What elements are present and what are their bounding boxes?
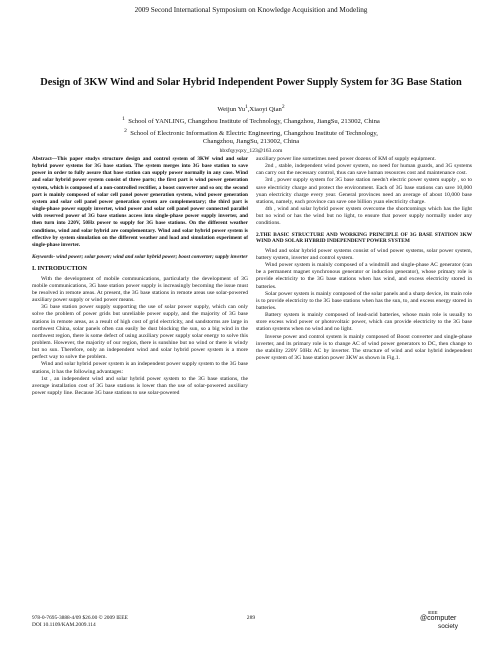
- paragraph: 3G base station power supply supporting the use of solar power supply, which can only solve the problem of power grids but unreliable power supply, and the majority of 3G base stations in remote areas, as a result of high cost of grid electricity, and sandstorms are large in northwest China, solar panels often can easily be dust blocking the sun, so a big wind in the northwest region, there is some defect of using auxiliary power supply solar energy to solve this problem. However, the majority of our region, there is sunshine but no wind or there is windy but no sun. Therefore, only an independent wind and solar hybrid power system is a more perfect way to solve the problem.: [32, 304, 248, 361]
- paragraph: 3rd , power supply system for 3G base station needn't electric power system supply , so to save electricity charge and protect the environment. Each of 3G base stations can save 10,000 yuan electricity charge every year. General provinces need an average of about 10,000 base stations, namely, each province can save one billion yuan electricity charge.: [256, 177, 472, 205]
- section-heading-structure: 2.THE BASIC STRUCTURE AND WORKING PRINCIPLE OF 3G BASE STATION 3KW WIND AND SOLAR HYBRID INDEPENDENT POWER SYSTEM: [256, 231, 472, 245]
- logo-ieee-text: IEEE: [428, 610, 438, 615]
- paragraph: 2nd , stable, independent wind power system, no need for human guards, and 3G systems can carry out the necessary control, thus can save human resources cost and maintenance cost.: [256, 163, 472, 177]
- author-block: [0, 103, 502, 156]
- keywords: Keywords- wind power; solar power; wind and solar hybrid power; boost converter; supply inverter: [32, 254, 248, 261]
- paragraph: Wind power system is mainly composed of a windmill and single-phase AC generator (can be a permanent magnet synchronous generator or induction generator), whose primary role is provide electricity to the 3G base stations when has wind, and excess electricity stored in batteries.: [256, 262, 472, 290]
- computer-society-logo: [416, 610, 472, 634]
- footer-doi: DOI 10.1109/KAM.2009.114: [32, 622, 96, 628]
- paragraph: auxiliary power line sometimes need power dozens of KM of supply equipment.: [256, 156, 436, 162]
- paragraph: With the development of mobile communications, particularly the development of 3G mobile communications, 3G base station power supply is increasingly becoming the issue must be resolved in remote areas. At present, the 3G base stations in remote areas use solar-powered auxiliary power supply or wind power means.: [32, 275, 248, 304]
- affiliation-1: $^1$ School of YANLING, Changzhou Institute of Technology, Changzhou, JiangSu, 213002, China: [122, 115, 380, 125]
- logo-computer-text: @computer: [420, 615, 457, 622]
- page-number: 289: [246, 615, 256, 621]
- paragraph: Wind and solar hybrid power systems consist of wind power systems, solar power system, battery system, inverter and control system.: [256, 247, 472, 261]
- paper-title: Design of 3KW Wind and Solar Hybrid Independent Power Supply System for 3G Base Station: [40, 77, 462, 88]
- abstract: Abstract—This paper studys structure design and control system of 3KW wind and solar hybrid power systems for 3G base station. The system merges into 3G base station to save power in order to fully assure that base station can supply power normally in any case. Wind and solar hybrid power system consist of three parts; the first part is wind power generation system, which is composed of a non-controlled rectifier, a boost converter and so on; the second part is mainly composed of solar cell panel power generation system, wind power generation system and solar cell panel power generation system are complementary; the third part is single-phase power supply inverter, wind power and solar cell panel power connected parallel with reserved power of 3G base stations access into single-phase power supply inverter, and then turn into 220V, 50Hz power to supply for 3G base stations. On the different weather conditions, wind and solar hybrid are complementary. Wind and solar hybrid power system is effective by system simulation on the different weather and load and simulation experiment of single-phase inverter.: [32, 156, 248, 248]
- author-names: Weijun Yu$^1$,Xiaoyi Qian$^2$: [217, 104, 285, 114]
- affiliation-2: $^2$ School of Electronic Information & Electric Engineering, Changzhou Institute of Technology,: [124, 127, 378, 137]
- logo-society-text: society: [438, 623, 458, 630]
- affiliation-2-cont: Changzhou, JiangSu, 213002, China: [202, 138, 300, 146]
- paragraph: Wind and solar hybrid power system is an independent power supply system to the 3G base stations, it has the following advantages:: [32, 361, 248, 375]
- conference-header: 2009 Second International Symposium on Knowledge Acquisition and Modeling: [134, 6, 368, 14]
- footer-copyright: [32, 615, 128, 629]
- footer-isbn: 978-0-7695-3888-4/09 $26.00 © 2009 IEEE: [32, 615, 128, 621]
- paragraph: Solar power system is mainly composed of the solar panels and a sharp device, its main role is to provide electricity to the 3G base stations when has the sun, to, and excess energy stored in batteries.: [256, 290, 472, 311]
- left-column: [32, 156, 248, 397]
- section-heading-introduction: I. INTRODUCTION: [32, 265, 88, 273]
- paragraph: 4th , wind and solar hybrid power system overcome the shortcomings which has the light but no wind or has the wind but no light, to ensure that power supply normally under any conditions.: [256, 206, 472, 227]
- author-email: hbxfqyyqxy_123@163.com: [219, 147, 283, 154]
- paragraph: 1st , an independent wind and solar hybrid power system to the 3G base stations, the average installation cost of 3G base stations is lower than the use of solar-powered auxiliary power supply line. Because 3G base stations to use solar-powered: [32, 375, 248, 397]
- paragraph: Battery system is mainly composed of lead-acid batteries, whose main role is usually to store excess wind power or photovoltaic power, which can provide electricity to the 3G base station systems when no wind and no light.: [256, 312, 472, 333]
- right-column: [256, 156, 472, 362]
- paragraph: Inverse power and control system is mainly composed of Boost converter and single-phase inverter, and its primary role is to change AC of wind power generators to DC, then change to the stability 220V 50Hz AC by inverter. The structure of wind and solar hybrid independent power system of 3G base station power 3KW as shown in Fig.1.: [256, 333, 472, 362]
